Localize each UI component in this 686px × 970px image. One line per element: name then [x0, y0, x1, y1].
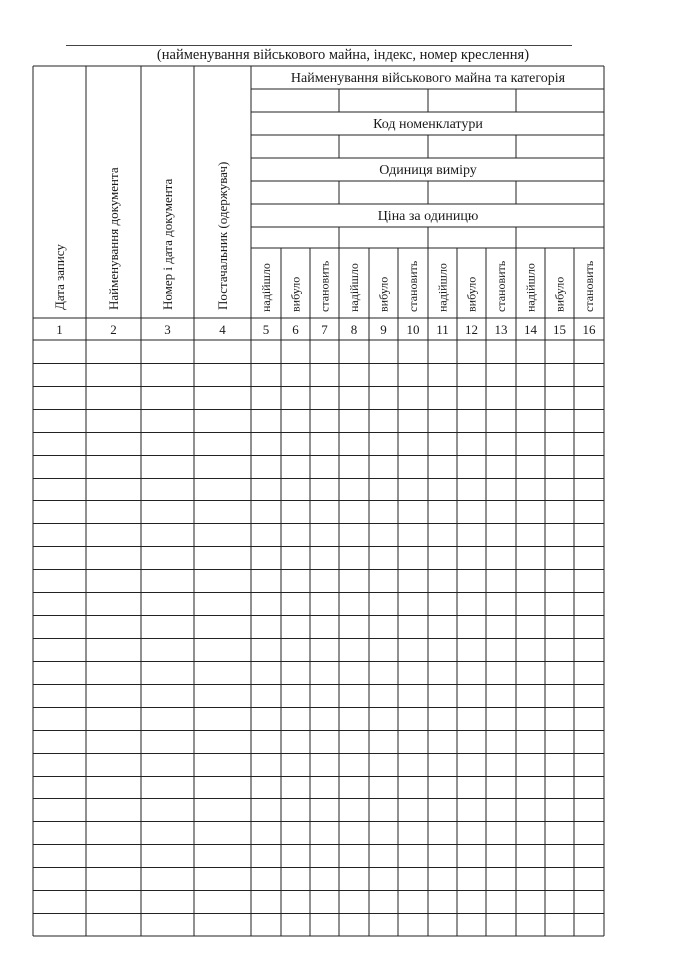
- column-number: 12: [465, 322, 478, 337]
- sub-column-header: вибуло: [288, 276, 303, 312]
- column-number: 3: [164, 322, 171, 337]
- column-number: 16: [582, 322, 596, 337]
- left-column-header: Дата запису: [52, 244, 67, 310]
- column-number: 1: [56, 322, 63, 337]
- left-column-header: Номер і дата документа: [160, 178, 175, 310]
- header-unit-price: Ціна за одиницю: [377, 209, 479, 224]
- sub-column-header: вибуло: [552, 276, 567, 312]
- left-column-header: Постачальник (одержувач): [215, 161, 230, 310]
- column-number: 10: [406, 322, 420, 337]
- header-unit-of-measure: Одиниця виміру: [379, 163, 477, 178]
- column-number: 2: [110, 322, 117, 337]
- column-number: 14: [524, 322, 537, 337]
- sub-column-header: надійшло: [347, 263, 361, 312]
- sub-column-header: становить: [406, 260, 420, 312]
- sub-column-header: становить: [317, 260, 332, 312]
- sub-column-header: вибуло: [376, 276, 391, 312]
- left-column-header: Найменування документа: [106, 167, 121, 310]
- column-number: 7: [321, 322, 328, 337]
- column-number: 13: [494, 322, 508, 337]
- column-number: 11: [436, 322, 449, 337]
- column-number: 6: [292, 322, 299, 337]
- sub-column-header: надійшло: [523, 263, 538, 312]
- column-number: 15: [553, 322, 566, 337]
- sub-column-header: становить: [582, 260, 596, 312]
- header-name-and-category: Найменування військового майна та категорія: [290, 71, 566, 86]
- column-number: 8: [350, 322, 358, 337]
- column-number: 9: [380, 322, 387, 337]
- sub-column-header: становить: [494, 260, 508, 312]
- header-nomenclature-code: Код номенклатури: [373, 117, 483, 132]
- column-number: 5: [262, 322, 270, 337]
- column-number: 4: [219, 322, 226, 337]
- sub-column-header: надійшло: [259, 263, 273, 312]
- sub-column-header: вибуло: [464, 276, 479, 312]
- form-caption: (найменування військового майна, індекс, номер креслення): [156, 47, 530, 63]
- sub-column-header: надійшло: [435, 263, 450, 312]
